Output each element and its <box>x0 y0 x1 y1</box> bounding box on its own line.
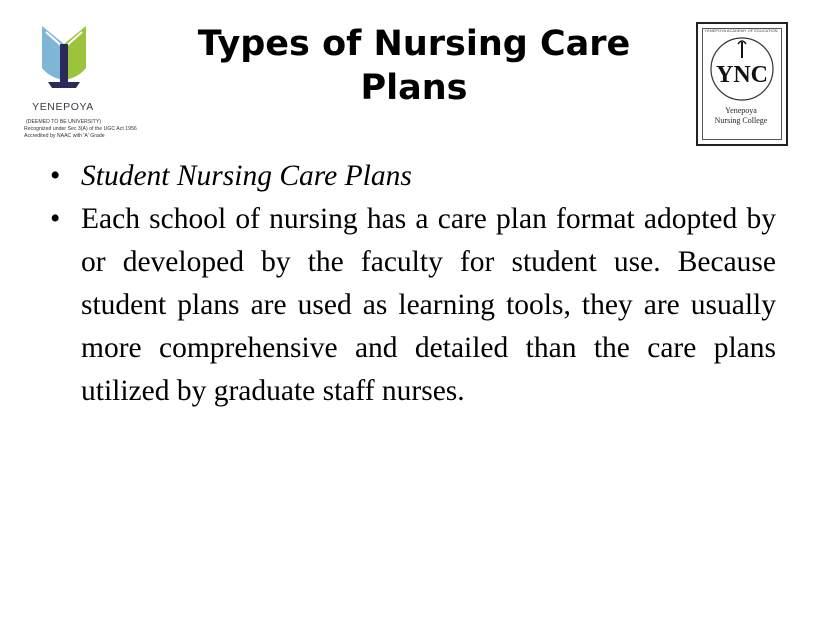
yenepoya-nursing-college-logo <box>696 22 788 146</box>
bullet-item <box>50 198 776 413</box>
university-name: YENEPOYA <box>32 101 94 113</box>
university-emblem-icon <box>24 22 104 102</box>
nursing-college-line-2: Nursing College <box>714 116 768 125</box>
university-recognition: Recognized under Sec 3(A) of the UGC Act 1956 <box>24 126 137 132</box>
bullet-dot: • <box>50 203 61 235</box>
ync-monogram-text: YNC <box>716 62 768 88</box>
university-subtitle: (DEEMED TO BE UNIVERSITY) <box>26 119 102 125</box>
bullet-item <box>50 155 776 198</box>
bullet-text-care-plan-format: Each school of nursing has a care plan format adopted by or developed by the faculty for student use. Because student plans are used as learning tools, they are usually more comprehensive and detailed than the care plans utilized by graduate staff nurses. <box>81 203 776 407</box>
ync-monogram-icon <box>709 36 775 102</box>
slide-title <box>150 22 678 110</box>
yenepoya-university-logo <box>24 22 142 148</box>
slide-title-line-1: Types of Nursing Care <box>197 24 631 64</box>
bullet-text-student-care-plans: Student Nursing Care Plans <box>81 160 412 192</box>
bullet-list <box>50 155 776 413</box>
slide-title-line-2: Plans <box>360 68 468 108</box>
bullet-dot: • <box>50 160 61 192</box>
nursing-college-name <box>700 106 782 126</box>
university-accreditation: Accredited by NAAC with 'A' Grade <box>24 133 105 139</box>
nursing-college-line-1: Yenepoya <box>725 106 757 115</box>
logo-top-text: YENEPOYA ACADEMY OF EDUCATION <box>704 28 778 33</box>
